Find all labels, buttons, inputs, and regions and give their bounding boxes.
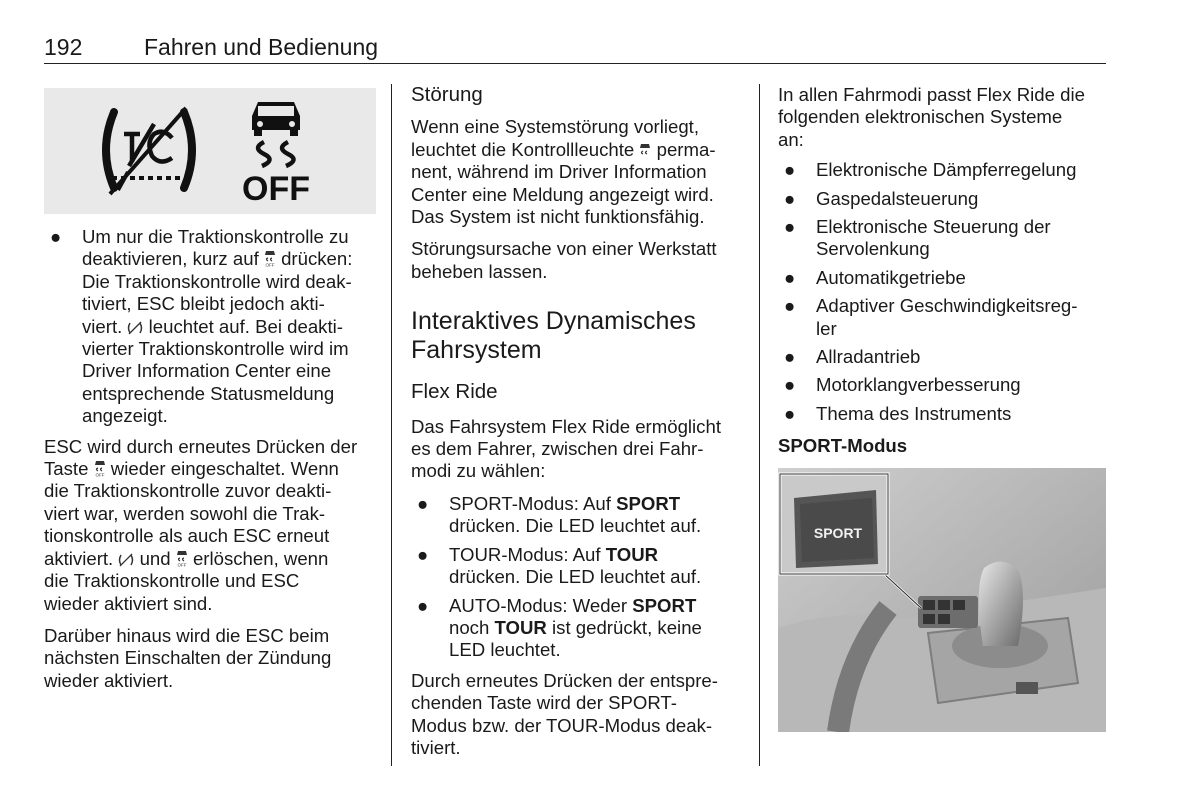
text-line: tiviert, ESC bleibt jedoch akti- xyxy=(82,293,325,315)
esc-warning-icon xyxy=(639,142,651,158)
text-line: die Traktionskontrolle und ESC xyxy=(44,570,300,592)
text-line: SPORT-Modus: Auf xyxy=(449,492,611,514)
flex-ride-heading: Flex Ride xyxy=(411,380,498,404)
bullet-dot: ● xyxy=(417,594,429,616)
bullet-dot: ● xyxy=(784,187,796,209)
text-line: Elektronische Steuerung der xyxy=(816,216,1051,238)
workshop-paragraph xyxy=(411,238,745,283)
bullet-dot: ● xyxy=(784,295,796,317)
warning-icons-figure xyxy=(44,88,376,214)
text-line: In allen Fahrmodi passt Flex Ride die xyxy=(778,84,1085,105)
svg-text:OFF: OFF xyxy=(265,262,275,268)
text-line: angezeigt. xyxy=(82,405,168,427)
text-line: und xyxy=(139,547,171,569)
sport-keyword: SPORT xyxy=(632,594,697,616)
text-line: ist gedrückt, keine xyxy=(552,616,702,638)
text-line: wieder eingeschaltet. Wenn xyxy=(110,458,339,480)
list-item xyxy=(411,544,745,589)
list-item xyxy=(778,295,1108,340)
text-line: viert war, werden sowohl die Trak- xyxy=(44,502,326,524)
text-line: Wenn eine Systemstörung vorliegt, xyxy=(411,116,700,138)
text-line: an: xyxy=(778,128,804,150)
bullet-dot: ● xyxy=(784,216,796,238)
text-line: erlöschen, wenn xyxy=(192,547,329,569)
esc-button-icon xyxy=(94,459,106,477)
mode-list xyxy=(411,493,745,662)
sport-button-photo xyxy=(778,468,1106,732)
bullet-dot: ● xyxy=(784,402,796,424)
text-line: tionskontrolle als auch ESC erneut xyxy=(44,525,330,547)
text-line: Die Traktionskontrolle wird deak- xyxy=(82,270,352,292)
text-line: noch xyxy=(449,616,490,638)
text-line: Gaspedalsteuerung xyxy=(816,187,979,209)
text-line: beheben lassen. xyxy=(411,260,548,282)
sport-button-label: SPORT xyxy=(813,524,863,541)
list-item xyxy=(778,188,1108,210)
text-line: leuchtet die Kontrollleuchte xyxy=(411,138,635,160)
text-line: Thema des Instruments xyxy=(816,402,1012,424)
column-3 xyxy=(778,84,1108,732)
text-line: Automatikgetriebe xyxy=(816,266,966,288)
text-line: deaktivieren, kurz auf xyxy=(82,248,259,270)
text-line: Das System ist nicht funktionsfähig. xyxy=(411,206,705,228)
column-1 xyxy=(44,88,376,702)
text-line: Center eine Meldung angezeigt wird. xyxy=(411,183,714,205)
text-line: ESC wird durch erneutes Drücken der xyxy=(44,435,358,457)
svg-text:OFF: OFF xyxy=(95,472,105,478)
text-line: Darüber hinaus wird die ESC beim xyxy=(44,624,330,646)
text-line: viert. xyxy=(82,315,123,337)
tc-bullet-list xyxy=(44,226,376,428)
list-item xyxy=(778,159,1108,181)
text-line: Driver Information Center eine xyxy=(82,360,332,382)
text-line: Taste xyxy=(44,458,89,480)
text-line: Elektronische Dämpferregelung xyxy=(816,159,1077,181)
page-header xyxy=(44,34,1106,66)
bullet-dot: ● xyxy=(784,266,796,288)
svg-text:OFF: OFF xyxy=(177,562,187,567)
text-line: Adaptiver Geschwindigkeitsreg- xyxy=(816,295,1078,317)
text-line: AUTO-Modus: Weder xyxy=(449,594,628,616)
text-line: aktiviert. xyxy=(44,547,114,569)
ignition-paragraph xyxy=(44,625,376,692)
text-line: drücken. Die LED leuchtet auf. xyxy=(449,566,702,588)
esc-off-icon xyxy=(236,94,316,204)
header-rule xyxy=(44,63,1106,64)
text-line: tiviert. xyxy=(411,736,461,758)
deactivate-paragraph xyxy=(411,670,745,760)
tour-keyword: TOUR xyxy=(605,543,659,565)
list-item xyxy=(778,216,1108,261)
list-item xyxy=(411,493,745,538)
list-item xyxy=(778,346,1108,368)
bullet-dot: ● xyxy=(50,226,62,247)
text-line: Fahrsystem xyxy=(411,336,542,365)
esc-button-icon xyxy=(176,549,188,567)
text-line: Modus bzw. der TOUR-Modus deak- xyxy=(411,714,713,736)
systems-intro xyxy=(778,84,1108,151)
tour-keyword: TOUR xyxy=(494,616,547,638)
text-line: entsprechende Statusmeldung xyxy=(82,382,335,404)
stoerung-heading: Störung xyxy=(411,83,483,106)
bullet-dot: ● xyxy=(784,374,796,396)
text-line: TOUR-Modus: Auf xyxy=(449,543,601,565)
text-line: Servolenkung xyxy=(816,238,930,260)
text-line: Allradantrieb xyxy=(816,346,921,368)
list-item xyxy=(44,226,376,428)
text-line: perma- xyxy=(656,138,716,160)
bullet-dot: ● xyxy=(784,159,796,181)
bullet-dot: ● xyxy=(417,492,429,514)
traction-control-off-icon xyxy=(94,100,204,200)
text-line: Motorklangverbesserung xyxy=(816,374,1021,396)
text-line: vierter Traktionskontrolle wird im xyxy=(82,338,349,360)
text-line: ler xyxy=(816,317,837,339)
text-line: modi zu wählen: xyxy=(411,460,546,482)
text-line: LED leuchtet. xyxy=(449,639,561,661)
text-line: Störungsursache von einer Werkstatt xyxy=(411,238,717,260)
text-line: nent, während im Driver Information xyxy=(411,161,707,183)
text-line: Interaktives Dynamisches xyxy=(411,307,696,336)
text-line: drücken: xyxy=(281,248,353,270)
bullet-dot: ● xyxy=(784,346,796,368)
column-divider-2 xyxy=(759,84,760,766)
tc-off-small-icon xyxy=(118,553,134,567)
text-line: die Traktionskontrolle zuvor deakti- xyxy=(44,480,332,502)
text-line: wieder aktiviert sind. xyxy=(44,592,213,614)
text-line: nächsten Einschalten der Zündung xyxy=(44,647,332,669)
section-heading xyxy=(411,307,745,365)
text-line: Das Fahrsystem Flex Ride ermöglicht xyxy=(411,415,721,437)
systems-list xyxy=(778,159,1108,425)
text-line: Durch erneutes Drücken der entspre- xyxy=(411,669,718,691)
stoerung-paragraph xyxy=(411,116,745,228)
tc-off-small-icon xyxy=(127,321,143,335)
page-number: 192 xyxy=(44,34,83,60)
sport-keyword: SPORT xyxy=(616,492,681,514)
column-divider-1 xyxy=(391,84,392,766)
text-line: es dem Fahrer, zwischen drei Fahr- xyxy=(411,438,704,460)
text-line: folgenden elektronischen Systeme xyxy=(778,106,1063,128)
sport-mode-heading: SPORT-Modus xyxy=(778,435,908,457)
text-line: wieder aktiviert. xyxy=(44,669,174,691)
text-line: Um nur die Traktionskontrolle zu xyxy=(82,226,349,247)
list-item xyxy=(778,267,1108,289)
list-item xyxy=(778,374,1108,396)
chapter-title: Fahren und Bedienung xyxy=(144,34,379,60)
list-item xyxy=(778,403,1108,425)
off-label: OFF xyxy=(242,170,310,204)
text-line: drücken. Die LED leuchtet auf. xyxy=(449,515,702,537)
flex-ride-intro xyxy=(411,416,745,483)
bullet-dot: ● xyxy=(417,543,429,565)
text-line: chenden Taste wird der SPORT- xyxy=(411,692,677,714)
esc-button-icon xyxy=(264,249,276,267)
text-line: leuchtet auf. Bei deakti- xyxy=(148,315,343,337)
esc-reenable-paragraph xyxy=(44,436,376,615)
column-2 xyxy=(411,84,745,769)
list-item xyxy=(411,595,745,662)
